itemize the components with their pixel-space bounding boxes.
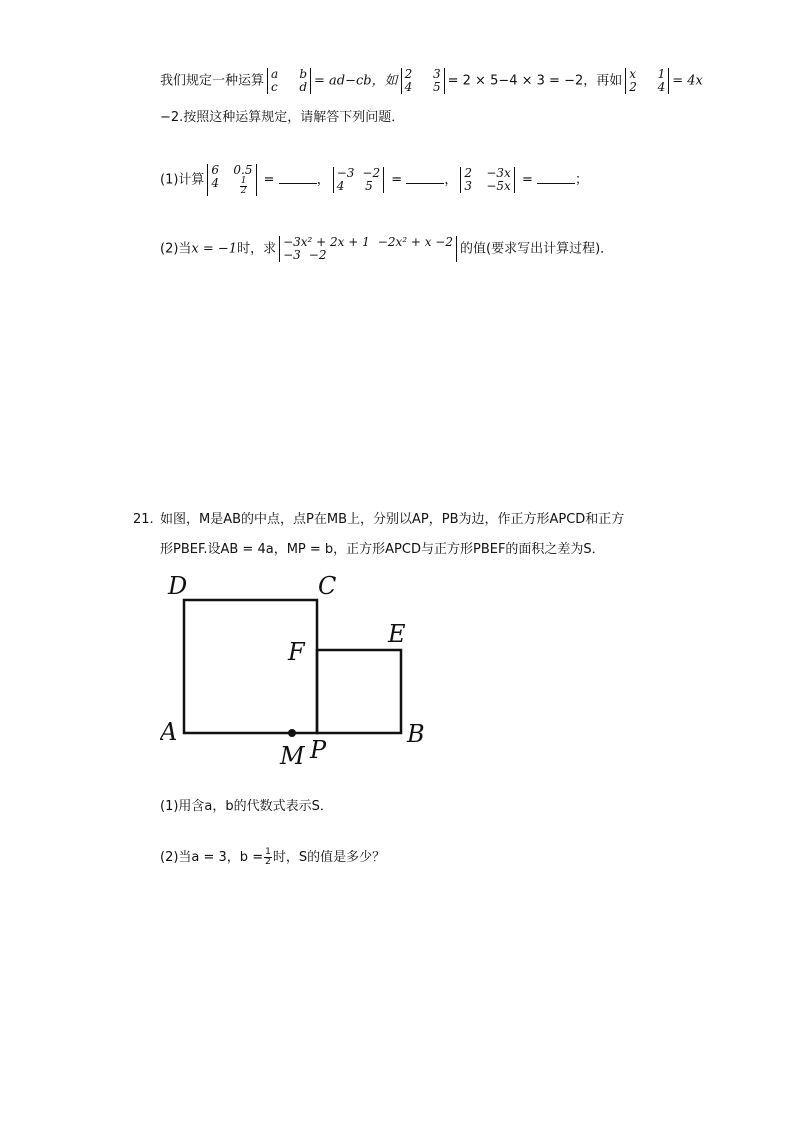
q2-mid: 时，求 [237,241,277,257]
det-cell: −2 [308,248,327,262]
equals-sign: = [263,172,275,188]
equals-sign: = [521,172,533,188]
fraction-numerator: 1 [240,176,247,186]
det-cell: 3 [464,179,472,193]
label-b: B [407,720,425,748]
square-apcd [184,600,317,733]
q2-prefix: (2)当 [160,241,192,257]
question-1 [160,164,588,196]
q1-prefix: (1)计算 [160,172,205,188]
square-pbef [317,650,401,733]
determinant-q1-c [460,167,514,193]
det-cell: 4 [211,176,220,190]
det-cell: b [299,67,308,81]
determinant-q1-a [207,164,256,196]
det-cell: −2x² + x −2 [377,235,453,249]
det-cell: 2 [629,80,637,94]
det-cell: −3x [486,166,511,180]
intro-eq-example: = 2 × 5−4 × 3 = −2，再如 [447,73,623,89]
label-m: M [280,742,305,770]
equals-sign: = [391,172,403,188]
det-cell: 5 [432,80,441,94]
geometry-figure [160,568,440,782]
det-cell: a [271,67,279,81]
det-cell: 2 [464,166,472,180]
det-cell: −5x [486,179,511,193]
determinant-q2 [279,236,457,262]
question-2 [160,236,613,262]
answer-blank-2 [406,171,444,184]
sub-2-suffix: 时，S的值是多少？ [272,850,386,865]
det-cell: 4 [404,80,413,94]
label-f: F [288,638,305,666]
det-cell: 2 [404,67,413,81]
fraction-half [240,177,248,196]
det-cell: c [271,80,278,94]
fraction-half [264,848,272,867]
intro-line-2-text: −2.按照这种运算规定，请解答下列问题． [160,110,405,125]
det-cell: 4 [336,179,345,193]
label-e: E [388,620,406,648]
sub-2-prefix: (2)当a = 3，b = [160,850,264,865]
fraction-denominator: 2 [265,857,271,867]
det-cell: −2 [362,166,381,180]
intro-line-1 [160,68,703,94]
det-cell: 5 [365,179,373,193]
intro-eq-x: = 4x [672,73,703,89]
label-c: C [318,572,337,600]
problem-21-line-2 [160,540,605,560]
comma: ， [444,172,458,188]
problem-21-sub-2 [160,848,385,868]
label-p: P [310,736,327,764]
det-cell: −3x² + 2x + 1 [283,235,370,249]
sub-1-text: (1)用含a，b的代数式表示S． [160,799,333,814]
det-cell: −3 [336,166,355,180]
det-cell: 3 [432,67,441,81]
problem-21-text-2: 形PBEF.设AB = 4a，MP = b，正方形APCD与正方形PBEF的面积之差为S． [160,542,605,557]
label-a: A [160,718,178,746]
det-cell: 6 [211,163,220,177]
problem-21-line-1 [133,510,624,530]
det-cell: 1 [657,67,666,81]
det-cell: −3 [283,248,301,262]
intro-line-2 [160,108,404,128]
determinant-q1-b [333,167,384,193]
det-cell: x [629,67,637,81]
det-cell: 4 [657,80,666,94]
intro-prefix: 我们规定一种运算 [160,73,265,89]
comma: ， [316,172,330,188]
fraction-numerator: 1 [265,847,271,857]
problem-21-sub-1 [160,797,333,817]
semicolon: ； [574,172,588,188]
point-m [288,729,296,737]
determinant-general [267,68,311,94]
det-cell-fraction [225,177,247,196]
label-d: D [168,572,188,600]
det-cell: 0.5 [233,163,253,177]
fraction-denominator: 2 [240,186,247,196]
q2-condition: x = −1 [191,241,238,257]
answer-blank-1 [279,171,317,184]
determinant-x [625,68,669,94]
q2-suffix: 的值(要求写出计算过程)． [460,241,614,257]
problem-21-text-1: 如图，M是AB的中点，点P在MB上，分别以AP，PB为边，作正方形APCD和正方 [160,512,625,527]
det-cell: d [299,80,308,94]
determinant-example [401,68,445,94]
problem-number: 21. [133,512,154,527]
answer-blank-3 [537,171,575,184]
squares-diagram [160,568,440,778]
intro-eq-general: = ad−cb，如 [314,73,398,89]
